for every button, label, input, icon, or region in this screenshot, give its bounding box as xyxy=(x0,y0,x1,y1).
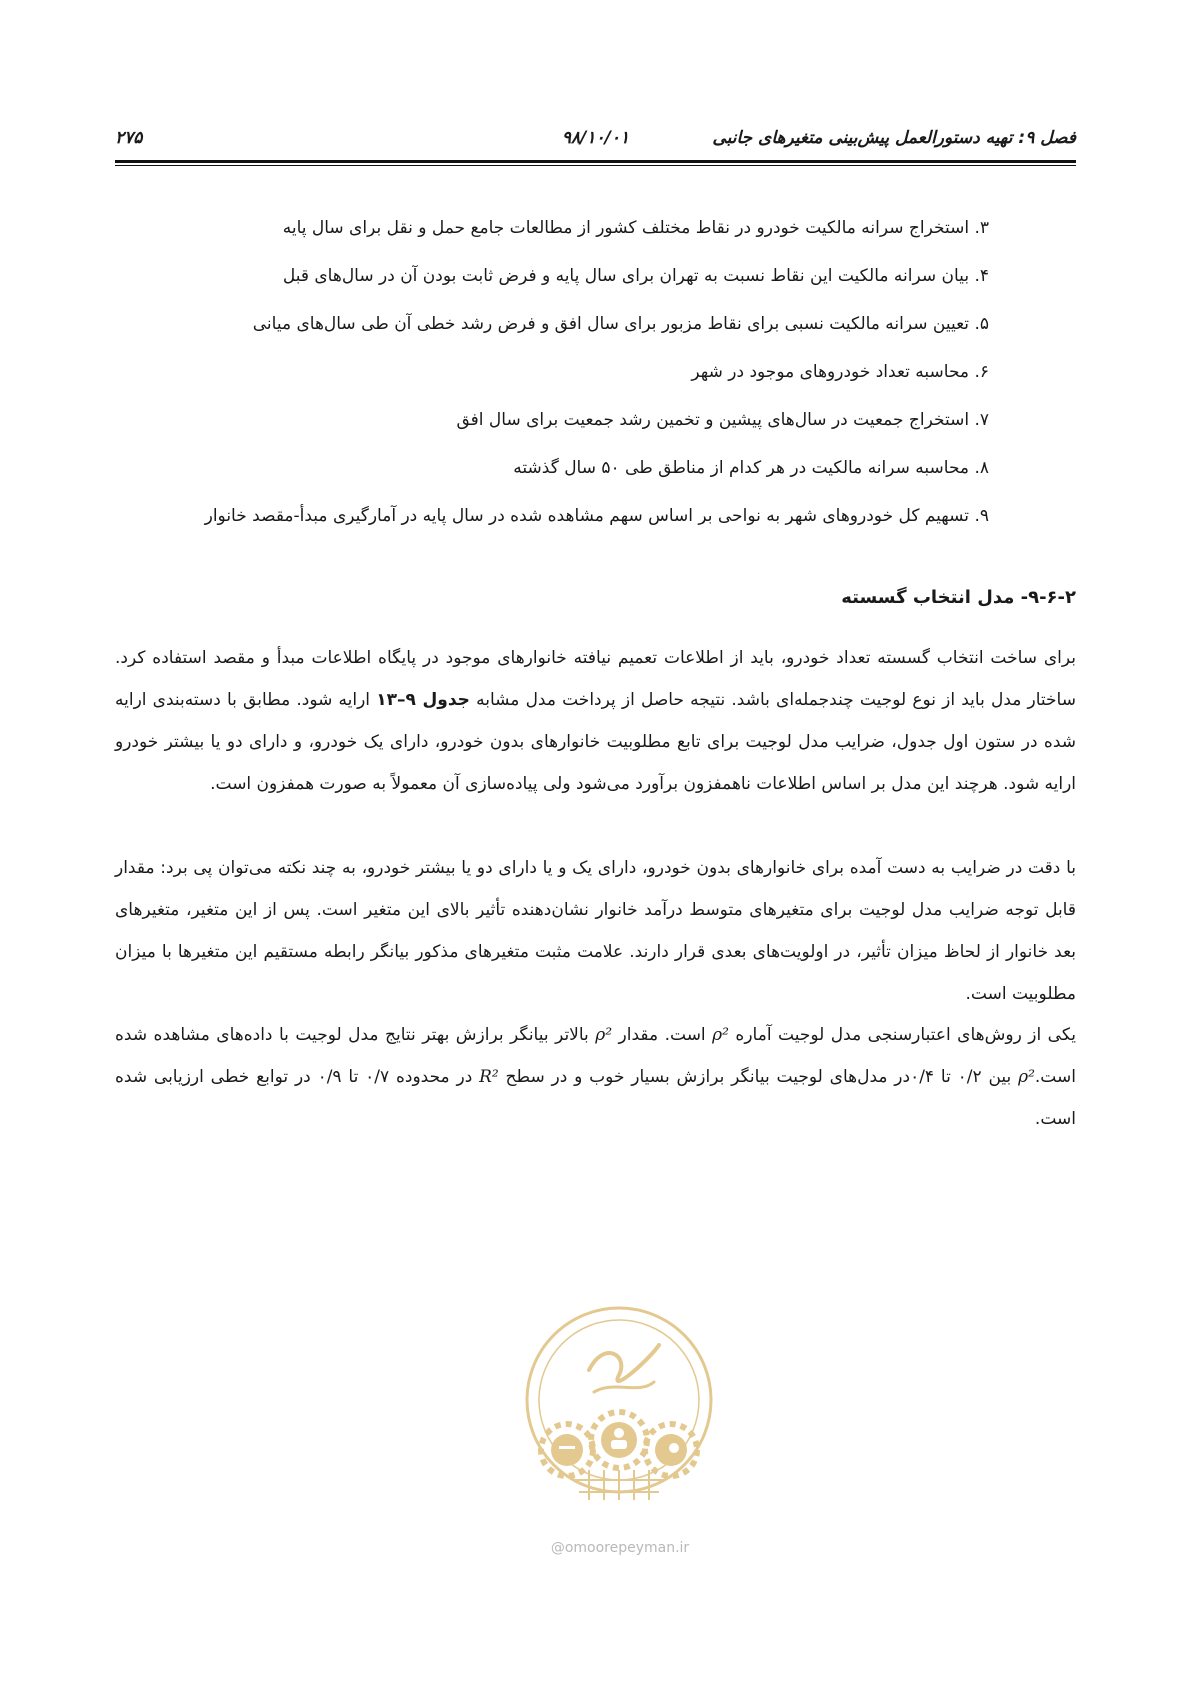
paragraph-text: ارایه شود. مطابق با دسته‌بندی ارایه شده در ستون اول جدول، ضرایب مدل لوجیت برای تابع مطلوبیت خانوارهای بدون خودرو، دارای یک خودرو، و دارای دو یا بیشتر خودرو ارایه شود. هرچند این مدل بر اساس اطلاعات ناهمفزون برآورد می‌شود ولی پیاده‌سازی آن معمولاً به صورت همفزون است. xyxy=(115,690,1076,794)
header-rule-thin xyxy=(115,165,1076,166)
page-number: ۲۷۵ xyxy=(115,128,143,148)
paragraph-text: در محدوده ۰/۷ تا ۰/۹ در توابع خطی ارزیابی شده است. xyxy=(115,1067,1076,1129)
paragraph-text: بالاتر بیانگر برازش بهتر نتایج مدل لوجیت با داده‌های مشاهده شده است. xyxy=(115,1025,1076,1087)
rho-squared-symbol: ρ² xyxy=(712,1025,729,1045)
list-item: ۵. تعیین سرانه مالکیت نسبی برای نقاط مزبور برای سال افق و فرض رشد خطی آن طی سال‌های میانی xyxy=(252,314,989,334)
chapter-title: فصل ۹: تهیه دستورالعمل پیش‌بینی متغیرهای جانبی xyxy=(712,128,1076,148)
section-heading: ۹-۶-۲- مدل انتخاب گسسته xyxy=(841,587,1076,608)
list-item: ۷. استخراج جمعیت در سال‌های پیشین و تخمین رشد جمعیت برای سال افق xyxy=(456,410,989,430)
header-date: ۹۸/۱۰/۰۱ xyxy=(561,128,630,148)
paragraph-discrete-choice xyxy=(115,637,1076,805)
list-item: ۳. استخراج سرانه مالکیت خودرو در نقاط مختلف کشور از مطالعات جامع حمل و نقل برای سال پایه xyxy=(282,218,989,238)
r-squared-symbol: R² xyxy=(479,1067,499,1087)
rho-squared-symbol: ρ² xyxy=(1018,1067,1035,1087)
paragraph-validation xyxy=(115,1014,1076,1140)
steps-list xyxy=(115,216,1191,552)
paragraph-text: بین ۰/۲ تا ۰/۴در مدل‌های لوجیت بیانگر برازش بسیار خوب و در سطح xyxy=(498,1067,1019,1087)
rho-squared-symbol: ρ² xyxy=(595,1025,613,1045)
watermark-seal xyxy=(519,1300,719,1532)
list-item: ۹. تسهیم کل خودروهای شهر به نواحی بر اساس سهم مشاهده شده در سال پایه در آمارگیری مبدأ-مقصد خانوار xyxy=(204,506,989,526)
list-item: ۴. بیان سرانه مالکیت این نقاط نسبت به تهران برای سال پایه و فرض ثابت بودن آن در سال‌های قبل xyxy=(282,266,989,286)
paragraph-coefficients: با دقت در ضرایب به دست آمده برای خانوارهای بدون خودرو، دارای یک و یا دارای دو یا بیشتر خودرو، به چند نکته می‌توان پی برد: مقدار قابل توجه ضرایب مدل لوجیت برای متغیرهای متوسط درآمد خانوار نشان‌دهنده تأثیر بالای این متغیر است. پس از این متغیر، متغیرهای بعد خانوار از لحاظ میزان تأثیر، در اولویت‌های بعدی قرار دارند. علامت مثبت متغیرهای مذکور بیانگر رابطه مستقیم این متغیرها با میزان مطلوبیت است. xyxy=(115,858,1076,1004)
list-item: ۶. محاسبه تعداد خودروهای موجود در شهر xyxy=(691,362,989,382)
paragraph-text: برای ساخت انتخاب گسسته تعداد خودرو، باید از اطلاعات تعمیم نیافته خانوارهای موجود در پایگاه اطلاعات مبدأ و مقصد استفاده کرد. ساختار مدل باید از نوع لوجیت چندجمله‌ای باشد. نتیجه حاصل از پرداخت مدل مشابه xyxy=(115,648,1076,710)
paragraph-text: است. مقدار xyxy=(612,1025,713,1045)
page-header xyxy=(115,128,1076,154)
paragraph-text: یکی از روش‌های اعتبارسنجی مدل لوجیت آماره xyxy=(728,1025,1076,1045)
list-item: ۸. محاسبه سرانه مالکیت در هر کدام از مناطق طی ۵۰ سال گذشته xyxy=(513,458,989,478)
watermark-url: @omoorepeyman.ir xyxy=(550,1540,690,1556)
header-rule xyxy=(115,160,1076,163)
table-reference: جدول ۹–۱۳ xyxy=(376,690,470,710)
